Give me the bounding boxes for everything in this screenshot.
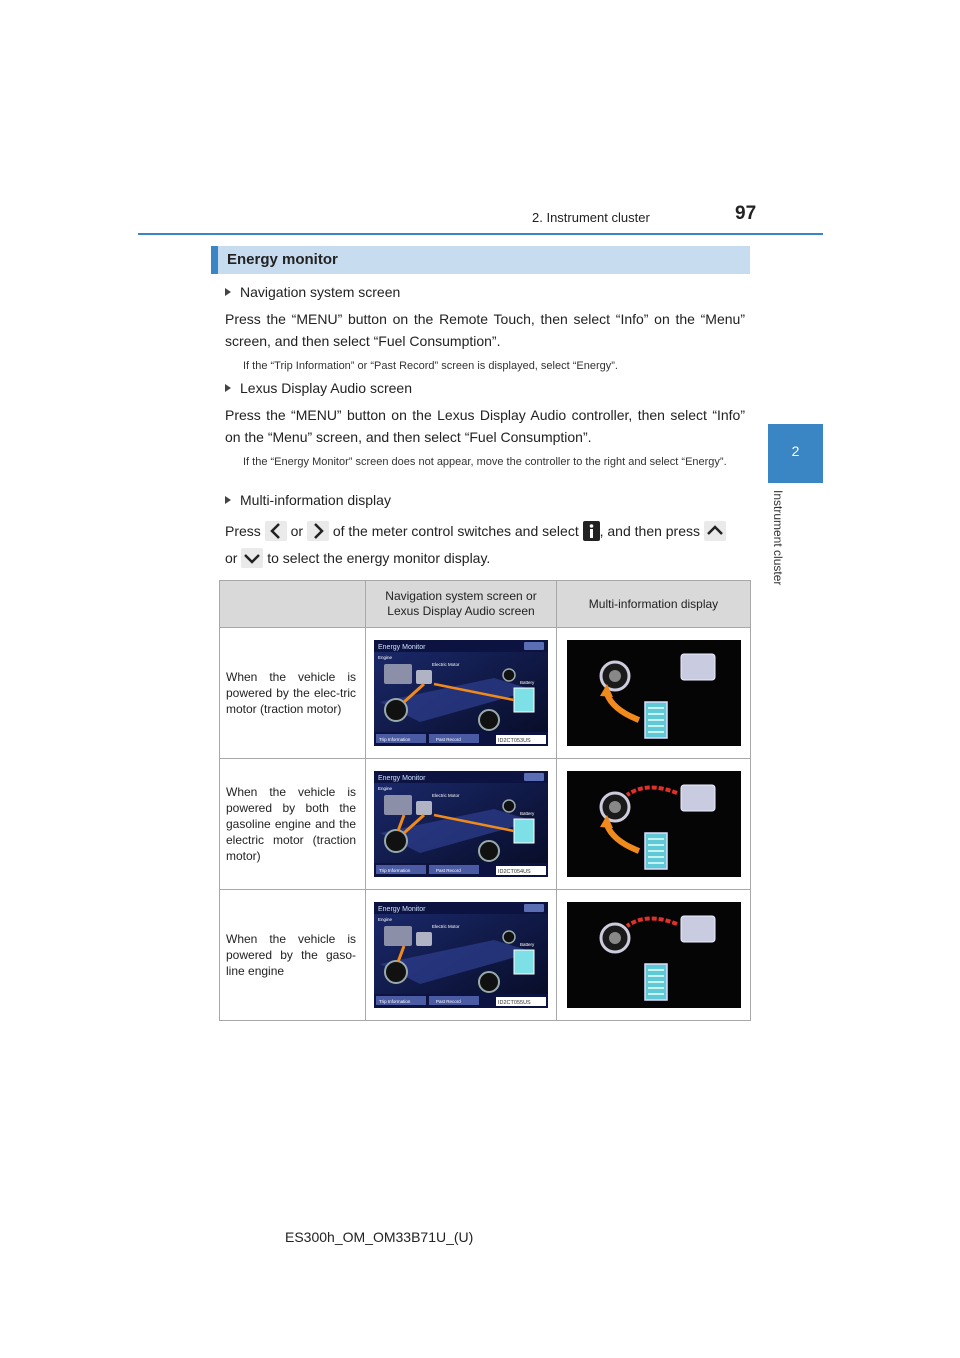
mid-text: , and then press (599, 523, 701, 539)
energy-monitor-table (219, 580, 751, 1021)
trip-info-tab-label: Trip Information (379, 868, 411, 873)
image-code: ID2CT054US (498, 869, 531, 875)
engine-label: Engine (378, 917, 393, 922)
row-label: When the vehicle is powered by the elec-tric motor (traction motor) (226, 670, 356, 716)
row-label: When the vehicle is powered by the gaso-line engine (226, 932, 356, 978)
nav-note: If the “Trip Information” or “Past Record” screen is displayed, select “Energy”. (243, 360, 618, 372)
rear-wheel-icon (479, 841, 499, 861)
table-row (220, 628, 751, 759)
mid-energy-monitor-screen (567, 902, 741, 1008)
screen-title: Energy Monitor (378, 906, 426, 913)
row-label-cell (220, 759, 366, 890)
engine-icon (681, 785, 715, 811)
battery-icon (514, 950, 534, 974)
nav-screen-cell (366, 890, 557, 1021)
mid-heading-text: Multi-information display (240, 492, 391, 508)
mid-screen-cell (557, 890, 751, 1021)
bullet-triangle-icon (225, 496, 231, 504)
lda-instruction: Press the “MENU” button on the Lexus Display Audio controller, then select “Info” on the “Menu” screen, and then select “Fuel Consumption”. (225, 407, 745, 445)
engine-icon (384, 664, 412, 684)
mid-text: or (225, 550, 238, 566)
nav-heading (225, 284, 400, 300)
chevron-down-icon (241, 548, 263, 568)
image-code: ID2CT055US (498, 1000, 531, 1006)
back-icon (524, 642, 544, 650)
header-rule (138, 233, 823, 235)
mid-energy-monitor-screen (567, 771, 741, 877)
chevron-left-icon (265, 521, 287, 541)
battery-label: Battery (520, 942, 535, 947)
section-title: Energy monitor (227, 251, 338, 268)
screen-title: Energy Monitor (378, 775, 426, 782)
chevron-right-icon (307, 521, 329, 541)
back-icon (524, 773, 544, 781)
chapter-number: 2 (791, 443, 800, 459)
nav-energy-monitor-screen (374, 902, 548, 1008)
trip-info-tab-label: Trip Information (379, 737, 411, 742)
front-wheel-icon (385, 830, 407, 852)
running-header-section: 2. Instrument cluster (532, 210, 650, 225)
mid-screen-cell (557, 628, 751, 759)
chapter-tab (768, 424, 823, 483)
engine-label: Engine (378, 786, 393, 791)
past-record-tab-label: Past Record (436, 999, 461, 1004)
page-number: 97 (735, 203, 757, 224)
engine-icon (681, 916, 715, 942)
info-icon (583, 521, 600, 541)
mid-text: or (290, 523, 304, 539)
bullet-triangle-icon (225, 288, 231, 296)
table-header-nav: Navigation system screen or Lexus Display Audio screen (366, 581, 557, 628)
battery-label: Battery (520, 680, 535, 685)
mid-heading (225, 492, 391, 508)
motor-icon (416, 670, 432, 684)
chevron-up-icon (704, 521, 726, 541)
mid-screen-cell (557, 759, 751, 890)
mid-text: of the meter control switches and select (332, 523, 579, 539)
row-label-cell (220, 890, 366, 1021)
engine-label: Engine (378, 655, 393, 660)
engine-icon (384, 926, 412, 946)
table-row (220, 759, 751, 890)
table-header-mid: Multi-information display (557, 581, 751, 628)
screen-title: Energy Monitor (378, 644, 426, 651)
bullet-triangle-icon (225, 384, 231, 392)
chapter-label-text: Instrument cluster (771, 490, 785, 586)
mid-text: to select the energy monitor display. (267, 550, 491, 566)
mid-energy-monitor-screen (567, 640, 741, 746)
motor-icon (416, 932, 432, 946)
nav-screen-cell (366, 759, 557, 890)
motor-icon (416, 801, 432, 815)
nav-energy-monitor-screen (374, 771, 548, 877)
rear-wheel-icon (479, 972, 499, 992)
battery-icon (514, 819, 534, 843)
past-record-tab-label: Past Record (436, 737, 461, 742)
table-header-empty (220, 581, 366, 628)
lda-heading-text: Lexus Display Audio screen (240, 380, 412, 396)
mid-instruction-line1 (225, 521, 726, 541)
front-wheel-icon (385, 961, 407, 983)
front-wheel-icon (385, 699, 407, 721)
chapter-side-label (771, 490, 787, 610)
lda-heading (225, 380, 412, 396)
battery-icon (514, 688, 534, 712)
nav-energy-monitor-screen (374, 640, 548, 746)
image-code: ID2CT053US (498, 738, 531, 744)
nav-instruction: Press the “MENU” button on the Remote Touch, then select “Info” on the “Menu” screen, and then select “Fuel Consumption”. (225, 311, 745, 349)
trip-info-tab-label: Trip Information (379, 999, 411, 1004)
row-label-cell (220, 628, 366, 759)
back-icon (524, 904, 544, 912)
section-header (211, 246, 750, 274)
engine-icon (384, 795, 412, 815)
battery-label: Battery (520, 811, 535, 816)
motor-label: Electric Motor (432, 924, 460, 929)
mid-instruction-line2 (225, 548, 490, 568)
nav-screen-cell (366, 628, 557, 759)
motor-label: Electric Motor (432, 793, 460, 798)
motor-label: Electric Motor (432, 662, 460, 667)
past-record-tab-label: Past Record (436, 868, 461, 873)
rear-wheel-icon (479, 710, 499, 730)
footer-doc-code: ES300h_OM_OM33B71U_(U) (285, 1229, 474, 1245)
row-label: When the vehicle is powered by both the gasoline engine and the electric motor (traction motor) (226, 785, 356, 863)
lda-note: If the “Energy Monitor” screen does not appear, move the controller to the right and select “Energy”. (243, 456, 727, 468)
nav-heading-text: Navigation system screen (240, 284, 401, 300)
table-row (220, 890, 751, 1021)
table-header-row (220, 581, 751, 628)
mid-text: Press (225, 523, 261, 539)
engine-icon (681, 654, 715, 680)
